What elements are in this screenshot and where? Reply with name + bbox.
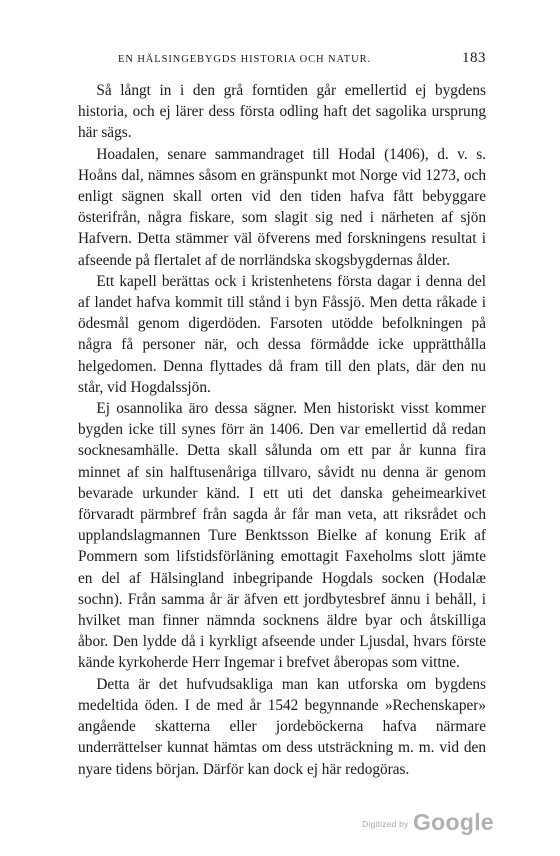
body-text: [78, 80, 486, 780]
book-page: [78, 50, 486, 780]
paragraph-2: Hoadalen, senare sammandraget till Hodal (1406), d. v. s. Hoåns dal, nämnes såsom en gränspunkt mot Norge vid 1273, och enligt sägnen skall orten vid den tiden hafva fått bebyggare österifrån, några fiskare, som slagit sig ned i närheten af sjön Hafvern. Detta stämmer väl öfverens med forskningens resultat i afseende på flertalet af de norrländska skogsbygdernas ålder.: [78, 145, 486, 269]
paragraph-1: Så långt in i den grå forntiden går emellertid ej bygdens historia, och ej lärer dess första odling haft det sagolika ursprung här sägs.: [78, 82, 486, 142]
google-logo: Google: [412, 809, 494, 835]
page-number: 183: [462, 50, 486, 66]
digitized-by-label: Digitized by: [362, 819, 409, 829]
paragraph-5: Detta är det hufvudsakliga man kan utforska om bygdens medeltida öden. I de med år 1542 begynnande »Rechenskaper» angående skatterna eller jordeböckerna hafva närmare underrättelser kunnat hämtas om dess utsträckning m. m. vid den nyare tidens början. Därför kan dock ej här redogöras.: [78, 675, 486, 778]
running-head-title: EN HÄLSINGEBYGDS HISTORIA OCH NATUR.: [118, 54, 372, 65]
running-head: [78, 50, 486, 72]
digitizer-watermark: [362, 809, 494, 836]
paragraph-4: Ej osannolika äro dessa sägner. Men historiskt visst kommer bygden icke till synes förr än 1406. Den var emellertid då redan socknesamhälle. Detta skall sålunda om ett par år kunna fira minnet af sin halftusenåriga tillvaro, såvidt nu denna är genom bevarade urkunder känd. I ett uti det danska geheimearkivet förvaradt pärmbref från sagda år får man veta, att riksrådet och upplandslagmannen Ture Benktsson Bielke af konung Erik af Pommern som lifstidsförläning emottagit Faxeholms slott jämte en del af Hälsingland inbegripande Hogdals socken (Hodalæ sochn). Från samma år är äfven ett jordbytesbref ännu i behåll, i hvilket man finner nämnda socknens äldre byar och åtskilliga åbor. Den lydde då i kyrkligt afseende under Ljusdal, hvars förste kände kyrkoherde Herr Ingemar i brefvet åberopas som vittne.: [78, 400, 486, 672]
paragraph-3: Ett kapell berättas ock i kristenhetens första dagar i denna del af landet hafva kommit till stånd i byn Fåssjö. Men detta råkade i ödesmål genom digerdöden. Farsoten utödde befolkningen på några få personer när, och dessa förmådde icke upprätthålla helgedomen. Denna flyttades då fram till den plats, där den nu står, vid Hogdalssjön.: [78, 272, 486, 396]
